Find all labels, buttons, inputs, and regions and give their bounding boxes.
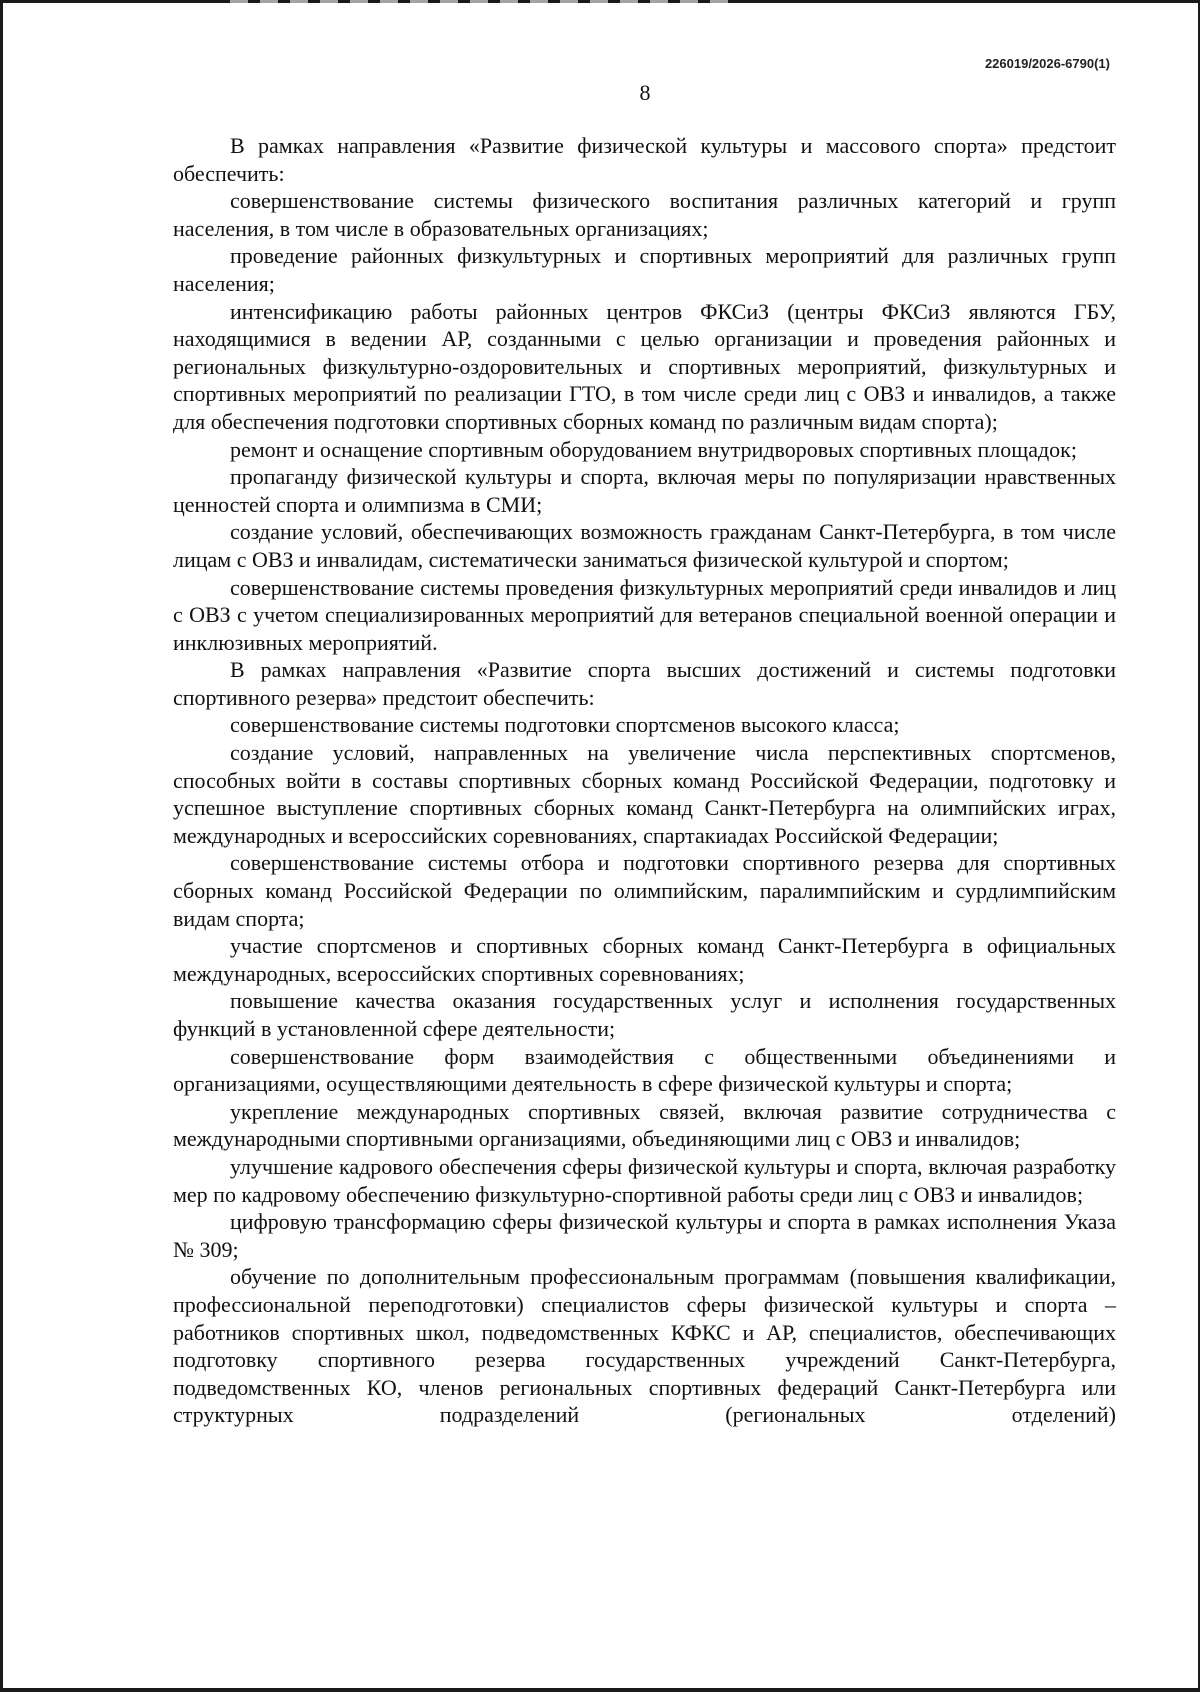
paragraph: укрепление международных спортивных связей, включая развитие сотрудничества с международными спортивными организациями, объединяющими лиц с ОВЗ и инвалидов; [173,1098,1116,1152]
paragraph: пропаганду физической культуры и спорта, включая меры по популяризации нравственных ценностей спорта и олимпизма в СМИ; [173,464,1116,517]
paragraph: В рамках направления «Развитие спорта высших достижений и системы подготовки спортивного резерва» предстоит обеспечить: [173,657,1116,710]
paragraph: участие спортсменов и спортивных сборных команд Санкт-Петербурга в официальных международных, всероссийских спортивных соревнованиях; [173,933,1116,986]
page-number: 8 [639,80,651,105]
paragraph: совершенствование системы отбора и подготовки спортивного резерва для спортивных сборных команд Российской Федерации по олимпийским, паралимпийским и сурдлимпийским видам спорта; [173,850,1116,931]
paragraph: создание условий, направленных на увеличение числа перспективных спортсменов, способных войти в составы спортивных сборных команд Российской Федерации, подготовку и успешное выступление спортивных сборных команд Санкт-Петербурга на олимпийских играх, международных и всероссийских соревнованиях, спартакиадах Российской Федерации; [173,740,1116,848]
paragraph: совершенствование системы физического воспитания различных категорий и групп населения, в том числе в образовательных организациях; [173,188,1116,241]
scan-artifact-top-marks [230,0,730,3]
document-id: 226019/2026-6790(1) [984,56,1110,71]
paragraph: совершенствование форм взаимодействия с общественными объединениями и организациями, осуществляющими деятельность в сфере физической культуры и спорта; [173,1043,1116,1097]
paragraph: ремонт и оснащение спортивным оборудованием внутридворовых спортивных площадок; [230,436,1077,462]
paragraph: обучение по дополнительным профессиональным программам (повышения квалификации, профессиональной переподготовки) специалистов сферы физической культуры и спорта – работников спортивных школ, подведомственных КФКС и АР, специалистов, обеспечивающих подготовку спортивного резерва государственных учреждений Санкт-Петербурга, подведомственных КО, членов региональных спортивных федераций Санкт-Петербурга или структурных подразделений (региональных отделений) [173,1264,1116,1428]
paragraph: интенсификацию работы районных центров ФКСиЗ (центры ФКСиЗ являются ГБУ, находящимися в ведении АР, созданными с целью организации и проведения районных и региональных физкультурно-оздоровительных и спортивных мероприятий, физкультурных и спортивных мероприятий по реализации ГТО, в том числе среди лиц с ОВЗ и инвалидов, а также для обеспечения подготовки спортивных сборных команд по различным видам спорта); [173,298,1116,434]
paragraph: повышение качества оказания государственных услуг и исполнения государственных функций в установленной сфере деятельности; [173,988,1116,1041]
scan-border-left [0,0,3,1692]
paragraph: улучшение кадрового обеспечения сферы физической культуры и спорта, включая разработку мер по кадровому обеспечению физкультурно-спортивной работы среди лиц с ОВЗ и инвалидов; [173,1153,1116,1207]
paragraph: создание условий, обеспечивающих возможность гражданам Санкт-Петербурга, в том числе лицам с ОВЗ и инвалидам, систематически заниматься физической культурой и спортом; [173,519,1116,572]
paragraph: совершенствование системы подготовки спортсменов высокого класса; [230,712,900,738]
document-body [173,132,1116,1429]
scan-border-bottom [0,1688,1200,1692]
paragraph: проведение районных физкультурных и спортивных мероприятий для различных групп населения; [173,243,1116,296]
paragraph: В рамках направления «Развитие физической культуры и массового спорта» предстоит обеспечить: [173,133,1116,186]
paragraph: цифровую трансформацию сферы физической культуры и спорта в рамках исполнения Указа № 309; [173,1209,1116,1262]
paragraph: совершенствование системы проведения физкультурных мероприятий среди инвалидов и лиц с ОВЗ с учетом специализированных мероприятий для ветеранов специальной военной операции и инклюзивных мероприятий. [173,574,1116,655]
